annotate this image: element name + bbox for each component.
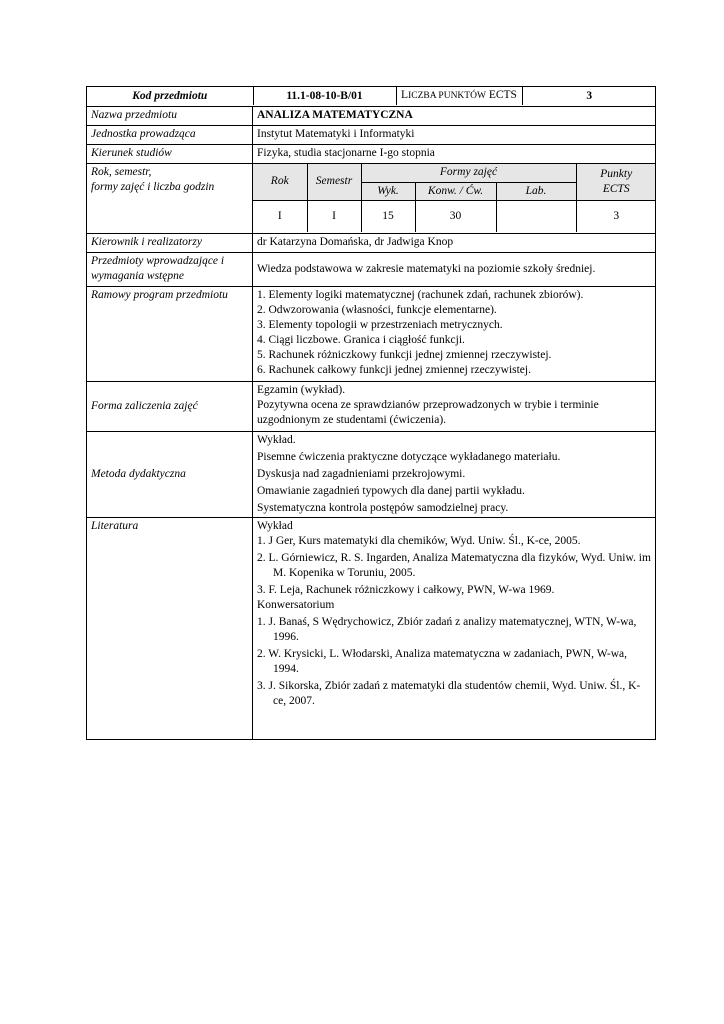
ects-points-label: LICZBA PUNKTÓW ECTS (396, 87, 522, 105)
list-item: Omawianie zagadnień typowych dla danej partii wykładu. (257, 485, 525, 497)
assessment-list (253, 382, 656, 432)
course-name-label: Nazwa przedmiotu (87, 107, 253, 126)
direction-value: Fizyka, studia stacjonarne I-go stopnia (253, 145, 656, 164)
list-item: 2. L. Górniewicz, R. S. Ingarden, Analiza Matematyczna dla fizyków, Wyd. Uniw. im M. Kopenika w Toruniu, 2005. (257, 552, 651, 579)
course-code-label: Kod przedmiotu (87, 87, 253, 105)
program-label: Ramowy program przedmiotu (87, 287, 253, 382)
ects-points-value: 3 (522, 87, 656, 105)
list-item: Pisemne ćwiczenia praktyczne dotyczące wykładanego materiału. (257, 451, 561, 463)
list-item: Systematyczna kontrola postępów samodzielnej pracy. (257, 502, 509, 514)
prereq-value: Wiedza podstawowa w zakresie matematyki na poziomie szkoły średniej. (253, 253, 656, 287)
lecture-hours: 15 (361, 200, 415, 232)
program-list (253, 287, 656, 382)
year-header: Rok (253, 164, 307, 200)
year-value: I (253, 200, 307, 232)
list-item: 1. J. Banaś, S Wędrychowicz, Zbiór zadań z analizy matematycznej, WTN, W-wa, 1996. (257, 616, 637, 643)
list-item: Wykład. (257, 434, 296, 446)
course-code-value: 11.1-08-10-B/01 (253, 87, 396, 105)
semester-header: Semestr (307, 164, 361, 200)
leader-label: Kierownik i realizatorzy (87, 234, 253, 253)
conv-header: Konw. / Ćw. (415, 182, 496, 200)
list-item: 2. W. Krysicki, L. Włodarski, Analiza matematyczna w zadaniach, PWN, W-wa, 1994. (257, 648, 628, 675)
lab-hours (496, 200, 576, 232)
header-table (87, 87, 656, 105)
method-list (253, 432, 656, 518)
seminar-heading: Konwersatorium (257, 599, 335, 611)
semester-value: I (307, 200, 361, 232)
list-item: 2. Odwzorowania (własności, funkcje elementarne). (257, 304, 497, 316)
lecture-header: Wyk. (361, 182, 415, 200)
list-item: 5. Rachunek różniczkowy funkcji jednej zmiennej rzeczywistej. (257, 349, 552, 361)
list-item: Pozytywna ocena ze sprawdzianów przeprowadzonych w trybie i terminie uzgodnionym ze studentami (ćwiczenia). (257, 399, 599, 426)
list-item: 3. J. Sikorska, Zbiór zadań z matematyki dla studentów chemii, Wyd. Uniw. Śl., K-ce, 2007. (257, 680, 641, 707)
schedule-table (253, 164, 656, 232)
course-card-table (86, 86, 656, 740)
forms-header: Formy zajęć (361, 164, 576, 182)
conv-hours: 30 (415, 200, 496, 232)
list-item: 6. Rachunek całkowy funkcji jednej zmiennej rzeczywistej. (257, 364, 531, 376)
ects-value: 3 (576, 200, 656, 232)
schedule-label (87, 164, 253, 234)
lab-header: Lab. (496, 182, 576, 200)
leader-value: dr Katarzyna Domańska, dr Jadwiga Knop (253, 234, 656, 253)
course-name-value: ANALIZA MATEMATYCZNA (253, 107, 656, 126)
list-item: 3. Elementy topologii w przestrzeniach metrycznych. (257, 319, 503, 331)
assessment-label: Forma zaliczenia zajęć (87, 382, 253, 432)
prereq-label: Przedmioty wprowadzające i wymagania wstępne (87, 253, 253, 287)
unit-value: Instytut Matematyki i Informatyki (253, 126, 656, 145)
list-item: Egzamin (wykład). (257, 384, 346, 396)
schedule-label-line1: Rok, semestr, (91, 166, 152, 178)
lecture-heading: Wykład (257, 520, 293, 532)
header-row (87, 87, 656, 107)
literature-label: Literatura (87, 518, 253, 740)
list-item: Dyskusja nad zagadnieniami przekrojowymi. (257, 468, 466, 480)
schedule-cell (253, 164, 656, 234)
ects-header: Punkty ECTS (576, 164, 656, 200)
list-item: 1. J Ger, Kurs matematyki dla chemików, Wyd. Uniw. Śl., K-ce, 2005. (257, 535, 581, 547)
list-item: 4. Ciągi liczbowe. Granica i ciągłość funkcji. (257, 334, 465, 346)
method-label: Metoda dydaktyczna (87, 432, 253, 518)
list-item: 3. F. Leja, Rachunek różniczkowy i całkowy, PWN, W-wa 1969. (257, 584, 555, 596)
unit-label: Jednostka prowadząca (87, 126, 253, 145)
direction-label: Kierunek studiów (87, 145, 253, 164)
schedule-label-line2: formy zajęć i liczba godzin (91, 181, 215, 193)
literature-list (253, 518, 656, 740)
list-item: 1. Elementy logiki matematycznej (rachunek zdań, rachunek zbiorów). (257, 289, 584, 301)
